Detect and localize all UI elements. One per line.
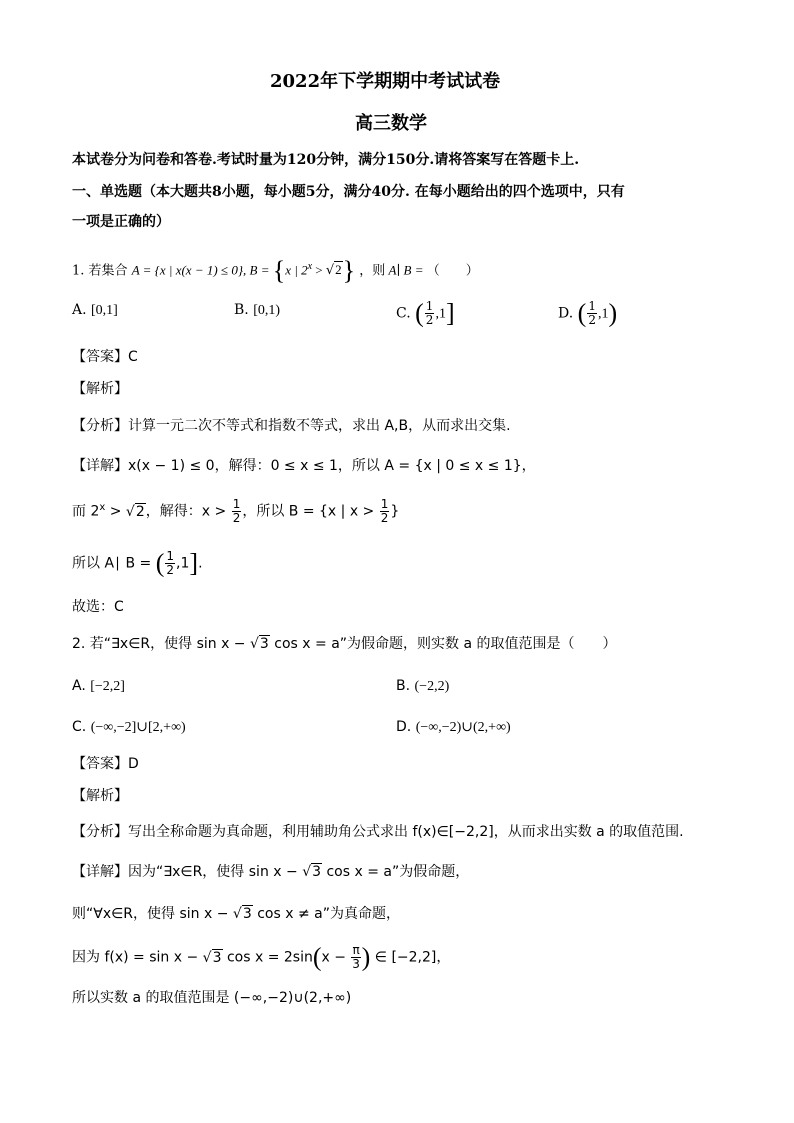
q1-prefix: 1. 若集合 (72, 263, 128, 279)
q1-detail-3 (72, 550, 203, 577)
q2-stem (72, 634, 617, 654)
q1-option-b (234, 300, 280, 321)
q1-c-rbracket-icon: ] (445, 298, 455, 328)
q1-then: ，则 (359, 263, 386, 279)
q1-d3-pre: 所以 A∣ B = (72, 555, 156, 572)
q2-option-d-label: D. (396, 719, 412, 735)
q1-set-b-sup: x (307, 261, 313, 272)
q1-d3-lparen-icon: ( (155, 548, 165, 578)
q2-d3-b: cos x = 2sin (222, 949, 313, 966)
exam-instructions: 本试卷分为问卷和答卷.考试时量为120分钟，满分150分.请将答案写在答题卡上. (72, 152, 580, 168)
q2-d2-b: cos x ≠ a”为真命题， (252, 906, 400, 922)
q1-sqrt-value: 2 (335, 262, 342, 278)
q2-option-b (396, 676, 449, 697)
q1-d2-frac1 (232, 498, 242, 525)
q1-answer-value: C (128, 349, 138, 365)
q1-option-b-value: [0,1) (253, 303, 281, 318)
q2-option-c (72, 717, 186, 738)
q1-c-lparen-icon: ( (415, 298, 424, 328)
q1-sqrt: √2 (325, 262, 342, 279)
q1-detail-1-text: x(x − 1) ≤ 0，解得：0 ≤ x ≤ 1，所以 A = {x | 0 ≤ x ≤ 1}， (128, 458, 536, 474)
q2-option-d-value: (−∞,−2)∪(2,+∞) (415, 720, 511, 735)
q1-c-frac-den: 2 (425, 313, 434, 327)
q2-detail-1 (72, 862, 469, 882)
q2-d1-a: 因为“∃x∈R，使得 sin x − (128, 864, 303, 880)
q1-jiexi: 【解析】 (72, 381, 128, 397)
q1-d2-mid: > (105, 503, 126, 520)
q1-fenxi (72, 416, 511, 436)
q1-set-b-inner: x | 2 (285, 262, 308, 278)
q2-option-b-value: (−2,2) (414, 679, 450, 694)
q1-detail-tag: 【详解】 (72, 458, 128, 474)
q1-paren: （ ） (426, 263, 479, 279)
q2-d1-b: cos x = a”为假命题， (322, 864, 470, 880)
section-heading-line2: 一项是正确的） (72, 214, 170, 230)
q1-option-c-label: C. (396, 305, 411, 322)
q2-d3-frac-num: π (352, 943, 360, 957)
q1-d3-rbracket-icon: ] (189, 548, 199, 578)
q1-c-frac-num: 1 (425, 299, 434, 313)
q2-option-a-label: A. (72, 678, 86, 694)
q1-d2-sqrt-value: 2 (135, 503, 145, 520)
q1-option-d-label: D. (558, 305, 574, 322)
q2-stem-sqrt: √3 (250, 636, 269, 652)
q2-jiexi: 【解析】 (72, 788, 128, 804)
q1-d2-tail-a: ，所以 B = {x | x > (242, 503, 379, 520)
q2-detail-3 (72, 944, 450, 971)
q1-d-frac-den: 2 (588, 313, 596, 327)
q2-fenxi (72, 822, 684, 842)
q1-d2-frac1-num: 1 (232, 497, 241, 512)
q2-d2-sqrt-value: 3 (242, 906, 252, 922)
q1-option-b-label: B. (234, 302, 249, 318)
q1-d3-one: ,1 (176, 555, 190, 572)
q2-answer-tag: 【答案】 (72, 756, 128, 772)
q2-d3-arg-a: x − (321, 949, 351, 966)
q1-set-b-tail: > (312, 262, 326, 278)
q1-d2-frac2-den: 2 (380, 511, 389, 526)
q1-d2-sup: x (99, 502, 106, 513)
q1-d3-frac-num: 1 (166, 549, 175, 563)
q2-detail-tag: 【详解】 (72, 864, 128, 880)
q1-option-a-value: [0,1] (91, 303, 118, 318)
q1-d-frac-num: 1 (588, 299, 596, 313)
q1-detail-2 (72, 498, 399, 525)
q1-c-fraction (425, 300, 435, 327)
q2-answer-value: D (128, 756, 139, 772)
q2-d1-sqrt-value: 3 (312, 864, 322, 880)
q2-stem-a: 2. 若“∃x∈R，使得 sin x − (72, 636, 250, 652)
q1-d2-post: ，解得：x > (145, 503, 231, 520)
q2-d3-frac-den: 3 (352, 957, 360, 971)
q2-option-a-value: [−2,2] (90, 679, 125, 694)
q1-d2-frac1-den: 2 (232, 511, 241, 526)
q2-d3-sqrt-value: 3 (212, 949, 222, 966)
q1-option-c-value: ,1 (435, 306, 446, 322)
q1-d2-sqrt: √2 (125, 503, 145, 520)
q2-option-b-label: B. (396, 678, 411, 694)
q2-stem-b: cos x = a”为假命题，则实数 a 的取值范围是（ ） (269, 636, 617, 652)
q1-d2-frac2-num: 1 (380, 497, 389, 512)
exam-subtitle: 高三数学 (355, 113, 427, 134)
section-heading-line1: 一、单选题（本大题共8小题，每小题5分，满分40分. 在每小题给出的四个选项中，只有 (72, 184, 625, 200)
q2-detail-4: 所以实数 a 的取值范围是 (−∞,−2)∪(2,+∞) (72, 990, 352, 1006)
q2-d3-c: ∈ [−2,2]， (370, 949, 451, 966)
q1-d-rparen-icon: ) (608, 298, 618, 328)
q2-option-c-value: (−∞,−2]∪[2,+∞) (90, 720, 186, 735)
q1-d3-frac-den: 2 (166, 563, 175, 577)
q2-option-a (72, 676, 125, 697)
q1-guxuan: 故选：C (72, 599, 124, 615)
q1-option-d (558, 300, 617, 327)
q1-option-a-label: A. (72, 302, 87, 318)
q2-d3-sqrt: √3 (202, 949, 222, 966)
q1-d-fraction (587, 300, 597, 327)
q1-intersect: A∣ B = (385, 262, 427, 278)
q1-d-lparen-icon: ( (577, 298, 587, 328)
q1-fenxi-text: 计算一元二次不等式和指数不等式，求出 A,B，从而求出交集. (128, 418, 511, 434)
q2-d2-sqrt: √3 (232, 906, 252, 922)
q2-d1-sqrt: √3 (302, 864, 322, 880)
q2-d3-lparen-icon: ( (312, 942, 322, 972)
q2-d3-frac (351, 944, 360, 971)
q1-stem (72, 255, 479, 285)
q2-fenxi-text: 写出全称命题为真命题，利用辅助角公式求出 f(x)∈[−2,2]，从而求出实数 a 的取值范围. (128, 824, 684, 840)
q2-detail-2 (72, 904, 400, 924)
q2-d3-a: 因为 f(x) = sin x − (72, 949, 203, 966)
q1-brace-close-icon: } (342, 255, 356, 285)
q1-option-c (396, 300, 455, 327)
q1-d3-post: . (198, 555, 203, 572)
exam-title: 2022年下学期期中考试试卷 (270, 71, 501, 92)
q1-set-a: A = {x | x(x − 1) ≤ 0}, B = (131, 262, 273, 278)
q1-option-d-value: ,1 (597, 306, 609, 322)
q1-fenxi-tag: 【分析】 (72, 418, 128, 434)
q2-option-d (396, 717, 511, 738)
q2-stem-sqrt-value: 3 (259, 636, 269, 652)
q2-fenxi-tag: 【分析】 (72, 824, 128, 840)
q2-d3-rparen-icon: ) (361, 942, 371, 972)
q1-answer-tag: 【答案】 (72, 349, 128, 365)
q1-d2-pre: 而 2 (72, 503, 100, 520)
q1-detail-1 (72, 456, 536, 476)
q2-d2-a: 则“∀x∈R，使得 sin x − (72, 906, 233, 922)
q1-answer (72, 347, 138, 367)
q1-d3-frac (165, 550, 175, 577)
q1-d2-tail-b: } (390, 503, 400, 520)
q1-option-a (72, 300, 118, 321)
q2-answer (72, 754, 139, 774)
q1-brace-open-icon: { (272, 255, 286, 285)
q2-option-c-label: C. (72, 719, 87, 735)
q1-d2-frac2 (380, 498, 390, 525)
